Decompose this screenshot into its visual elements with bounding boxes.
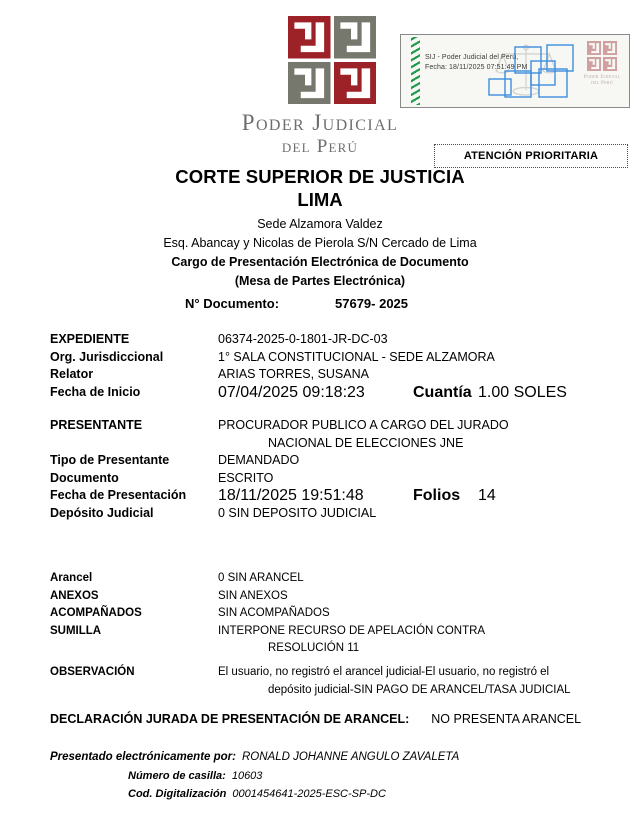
document-number-label: N° Documento: xyxy=(185,296,280,311)
stamp-pj-logo-line2: del Perú xyxy=(591,80,613,87)
field-folios-value: 14 xyxy=(478,487,496,504)
field-expediente xyxy=(50,331,640,349)
pj-logo xyxy=(288,16,376,104)
field-fecha-inicio-label: Fecha de Inicio xyxy=(50,384,141,399)
cargo-subtitle: Cargo de Presentación Electrónica de Documento xyxy=(171,255,469,269)
field-arancel-value: 0 SIN ARANCEL xyxy=(218,572,304,584)
footer-casilla-label: Número de casilla: xyxy=(128,769,226,782)
footer-presented-by-row xyxy=(50,748,640,767)
field-anexos xyxy=(50,588,640,606)
field-spacer-small xyxy=(50,656,640,664)
field-anexos-value: SIN ANEXOS xyxy=(218,589,288,602)
field-organo-jurisdiccional xyxy=(50,349,640,367)
field-anexos-label: ANEXOS xyxy=(50,589,99,602)
pj-logo-tile-red-bottom-right xyxy=(334,62,377,105)
wordmark-line-1: Poder Judicial xyxy=(241,110,399,135)
field-observacion-label: OBSERVACIÓN xyxy=(50,666,135,678)
field-deposito-value: 0 SIN DEPOSITO JUDICIAL xyxy=(218,505,377,520)
wordmark-line-2: del Perú xyxy=(281,136,359,157)
digital-signature-stamp xyxy=(400,34,630,108)
field-documento-value: ESCRITO xyxy=(218,470,274,485)
field-folios-label: Folios xyxy=(413,487,461,504)
field-fecha-presentacion-label: Fecha de Presentación xyxy=(50,488,187,502)
section-spacer-large xyxy=(50,522,640,570)
declaration-label: DECLARACIÓN JURADA DE PRESENTACIÓN DE ARANCEL: xyxy=(50,711,410,726)
field-expediente-value: 06374-2025-0-1801-JR-DC-03 xyxy=(218,332,388,346)
stamp-text-line2: Fecha: 18/11/2025 07:51:49 PM xyxy=(425,63,528,71)
field-tipo-presentante xyxy=(50,452,640,470)
stamp-pj-logo-text xyxy=(584,74,621,87)
field-sumilla-value-line1: INTERPONE RECURSO DE APELACIÓN CONTRA xyxy=(218,624,486,637)
page-title: CORTE SUPERIOR DE JUSTICIA xyxy=(175,166,465,187)
stamp-pj-logo-grid xyxy=(587,41,617,71)
document-header xyxy=(0,0,640,108)
footer-presented-by-value: RONALD JOHANNE ANGULO ZAVALETA xyxy=(241,750,460,763)
stamp-pj-logo-line1: Poder Judicial xyxy=(583,74,621,80)
field-sumilla-label: SUMILLA xyxy=(50,624,102,637)
field-presentante xyxy=(50,417,640,435)
priority-attention-badge: ATENCIÓN PRIORITARIA xyxy=(434,144,628,168)
section-spacer xyxy=(50,401,640,417)
field-presentante-value-line2: NACIONAL DE ELECCIONES JNE xyxy=(268,435,464,450)
pj-logo-tile-gray-bottom-left xyxy=(288,62,331,105)
field-tipo-label: Tipo de Presentante xyxy=(50,453,170,467)
field-deposito-label: Depósito Judicial xyxy=(50,505,154,520)
footer-casilla-value: 10603 xyxy=(231,769,263,782)
footer-cod-digitalizacion-row xyxy=(50,785,640,803)
field-relator xyxy=(50,366,640,384)
field-cuantia-value: 1.00 SOLES xyxy=(478,383,567,401)
field-organo-label: Org. Jurisdiccional xyxy=(50,349,164,364)
field-documento-label: Documento xyxy=(50,470,119,485)
pj-logo-tile-red-top-left xyxy=(288,16,331,59)
field-fecha-inicio xyxy=(50,384,640,402)
field-expediente-label: EXPEDIENTE xyxy=(50,332,130,346)
field-tipo-value: DEMANDADO xyxy=(218,453,300,467)
case-fields-section xyxy=(0,331,640,698)
field-fecha-inicio-value: 07/04/2025 09:18:23 xyxy=(218,383,365,401)
declaration-row xyxy=(0,712,640,726)
declaration-value: NO PRESENTA ARANCEL xyxy=(431,711,582,726)
field-acompanados-label: ACOMPAÑADOS xyxy=(50,607,142,619)
stamp-text-line1: SIJ - Poder Judicial del Perú, xyxy=(425,54,519,61)
field-presentante-value-line1: PROCURADOR PUBLICO A CARGO DEL JURADO xyxy=(218,418,509,432)
footer-presented-by-label: Presentado electrónicamente por: xyxy=(50,750,236,763)
field-observacion-value-line2: depósito judicial-SIN PAGO DE ARANCEL/TASA JUDICIAL xyxy=(268,683,571,696)
field-arancel-label: Arancel xyxy=(50,572,93,584)
mesa-subtitle: (Mesa de Partes Electrónica) xyxy=(234,274,406,288)
field-cuantia-label: Cuantía xyxy=(413,383,472,401)
court-city: LIMA xyxy=(297,189,343,210)
field-relator-label: Relator xyxy=(50,367,94,381)
field-sumilla-value-line2: RESOLUCIÓN 11 xyxy=(268,642,360,654)
document-number-row xyxy=(0,293,640,315)
field-sumilla xyxy=(50,623,640,641)
field-deposito-judicial xyxy=(50,505,640,523)
stamp-text xyxy=(425,53,527,72)
field-relator-value: ARIAS TORRES, SUSANA xyxy=(218,367,369,381)
footer-casilla-row xyxy=(50,767,640,785)
field-acompanados xyxy=(50,605,640,623)
field-fecha-presentacion-value: 18/11/2025 19:51:48 xyxy=(218,487,364,504)
stamp-hatch-stripe xyxy=(411,37,420,105)
field-arancel xyxy=(50,570,640,588)
field-observacion-value-line1: El usuario, no registró el arancel judicial-El usuario, no registró el xyxy=(218,666,550,678)
footer-cod-value: 0001454641-2025-ESC-SP-DC xyxy=(232,787,386,800)
signature-boxes-graphic xyxy=(487,41,593,103)
sede-name: Sede Alzamora Valdez xyxy=(257,217,383,231)
field-fecha-presentacion xyxy=(50,487,640,505)
sede-address: Esq. Abancay y Nicolas de Pierola S/N Cercado de Lima xyxy=(163,236,477,250)
field-documento xyxy=(50,470,640,488)
document-footer xyxy=(0,748,640,803)
pj-logo-tile-gray-top-right xyxy=(334,16,377,59)
field-organo-value: 1° SALA CONSTITUCIONAL - SEDE ALZAMORA xyxy=(218,349,495,364)
field-observacion xyxy=(50,664,640,682)
stamp-pj-logo xyxy=(579,41,625,101)
document-number-value: 57679- 2025 xyxy=(335,296,409,311)
field-presentante-label: PRESENTANTE xyxy=(50,418,143,432)
footer-cod-label: Cod. Digitalización xyxy=(128,787,227,800)
field-acompanados-value: SIN ACOMPAÑADOS xyxy=(218,607,330,619)
